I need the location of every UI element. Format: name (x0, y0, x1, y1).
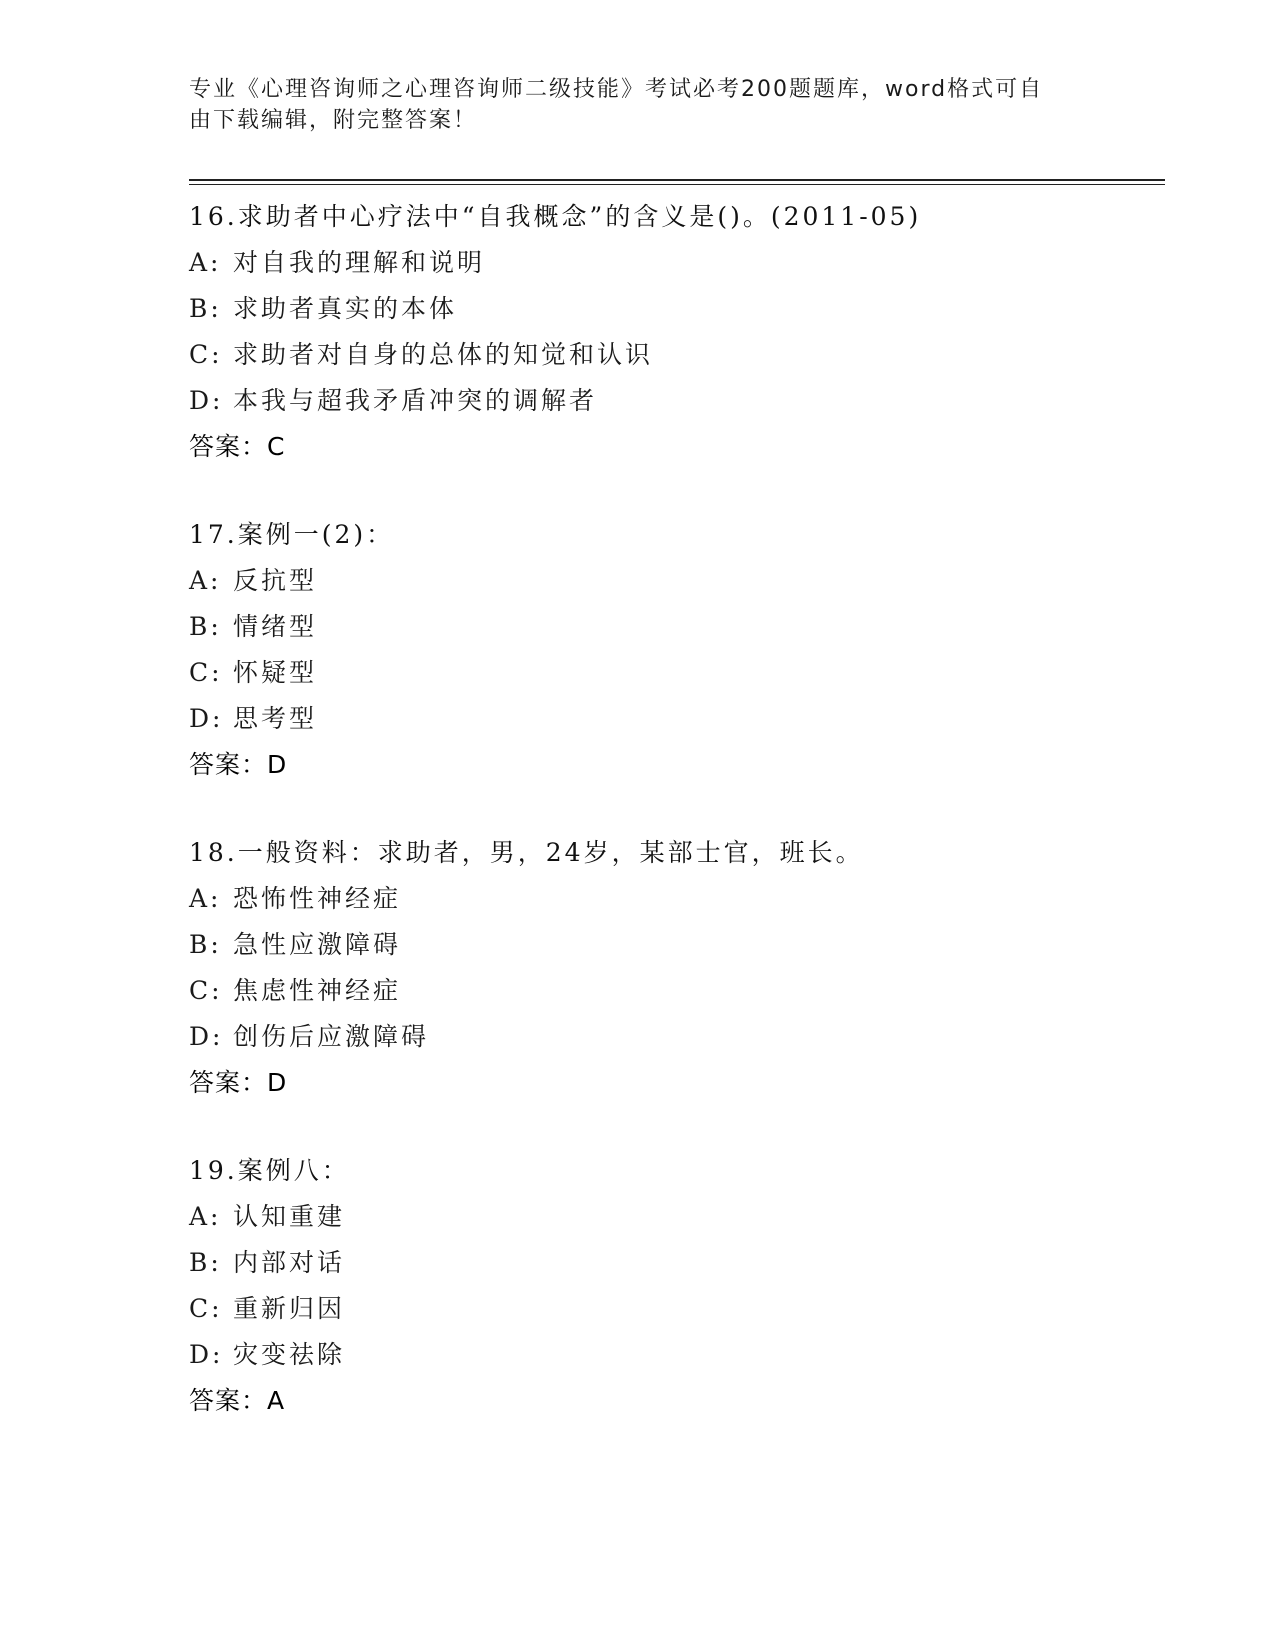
option-key: D: (189, 386, 224, 415)
option-text: 情绪型 (233, 612, 318, 641)
option-text: 求助者真实的本体 (233, 294, 458, 323)
option-key: B: (189, 1248, 222, 1277)
option-b (189, 604, 1149, 650)
option-d (189, 696, 1149, 742)
option-a (189, 558, 1149, 604)
option-d (189, 1014, 1149, 1060)
option-key: C: (189, 976, 223, 1005)
option-key: D: (189, 1022, 224, 1051)
option-text: 反抗型 (233, 566, 318, 595)
option-key: A: (189, 248, 222, 277)
option-c (189, 650, 1149, 696)
question-16 (189, 194, 1149, 470)
option-text: 认知重建 (233, 1202, 346, 1231)
option-b (189, 922, 1149, 968)
answer-line: 答案：D (189, 750, 288, 779)
option-a (189, 240, 1149, 286)
option-key: D: (189, 1340, 224, 1369)
option-b (189, 286, 1149, 332)
option-text: 内部对话 (233, 1248, 346, 1277)
header-rule-thick (189, 179, 1165, 181)
answer-line: 答案：A (189, 1386, 286, 1415)
option-key: C: (189, 658, 223, 687)
header-line-2: 由下载编辑，附完整答案！ (189, 108, 478, 133)
option-text: 急性应激障碍 (233, 930, 402, 959)
option-text: 重新归因 (233, 1294, 346, 1323)
option-key: C: (189, 340, 223, 369)
option-key: A: (189, 1202, 222, 1231)
question-18 (189, 830, 1149, 1106)
answer-line: 答案：D (189, 1068, 288, 1097)
option-d (189, 378, 1149, 424)
header-line-1: 专业《心理咨询师之心理咨询师二级技能》考试必考200题题库，word格式可自 (189, 77, 1044, 102)
option-key: B: (189, 294, 222, 323)
option-c (189, 1286, 1149, 1332)
option-c (189, 968, 1149, 1014)
option-key: C: (189, 1294, 223, 1323)
question-stem: 16.求助者中心疗法中“自我概念”的含义是()。(2011-05) (189, 202, 922, 231)
question-19 (189, 1148, 1149, 1424)
option-key: B: (189, 930, 222, 959)
option-text: 恐怖性神经症 (233, 884, 402, 913)
option-a (189, 1194, 1149, 1240)
option-b (189, 1240, 1149, 1286)
question-stem: 17.案例一(2)： (189, 520, 395, 549)
option-text: 焦虑性神经症 (233, 976, 402, 1005)
option-key: A: (189, 566, 222, 595)
question-17 (189, 512, 1149, 788)
option-text: 怀疑型 (233, 658, 318, 687)
option-text: 创伤后应激障碍 (233, 1022, 430, 1051)
option-key: B: (189, 612, 222, 641)
answer-line: 答案：C (189, 432, 286, 461)
option-text: 灾变祛除 (233, 1340, 346, 1369)
option-a (189, 876, 1149, 922)
option-text: 本我与超我矛盾冲突的调解者 (233, 386, 598, 415)
option-text: 思考型 (233, 704, 318, 733)
option-key: D: (189, 704, 224, 733)
question-stem: 19.案例八： (189, 1156, 350, 1185)
option-key: A: (189, 884, 222, 913)
option-c (189, 332, 1149, 378)
option-d (189, 1332, 1149, 1378)
question-list (189, 194, 1149, 1466)
option-text: 对自我的理解和说明 (233, 248, 486, 277)
option-text: 求助者对自身的总体的知觉和认识 (233, 340, 654, 369)
document-header (189, 74, 1089, 136)
header-rule-thin (189, 184, 1165, 185)
question-stem: 18.一般资料：求助者，男，24岁，某部士官，班长。 (189, 838, 864, 867)
